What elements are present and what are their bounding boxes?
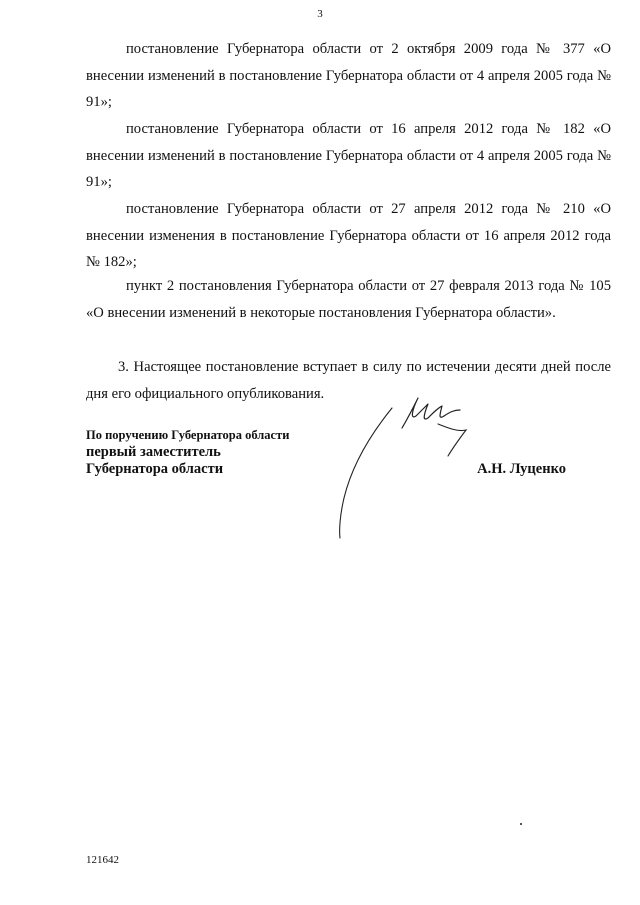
signer-name: А.Н. Луценко xyxy=(477,461,566,477)
page-number: 3 xyxy=(317,8,323,20)
list-item-paragraph-1: постановление Губернатора области от 2 октября 2009 года № 377 «О внесении изменений в постановление Губернатора области от 4 апреля 2005 года № 91»; xyxy=(86,41,611,110)
signer-position-line1: первый заместитель xyxy=(86,444,221,460)
signer-position-line2: Губернатора области xyxy=(86,461,224,477)
scan-speck xyxy=(520,823,522,825)
list-item-paragraph-4: пункт 2 постановления Губернатора области от 27 февраля 2013 года № 105 «О внесении изменений в некоторые постановления Губернатора области». xyxy=(86,278,611,321)
list-item-paragraph-2: постановление Губернатора области от 16 апреля 2012 года № 182 «О внесении изменений в постановление Губернатора области от 4 апреля 2005 года № 91»; xyxy=(86,121,611,190)
effective-date-paragraph: 3. Настоящее постановление вступает в силу по истечении десяти дней после дня его официального опубликования. xyxy=(86,359,611,402)
signature-authority-line: По поручению Губернатора области xyxy=(86,428,290,442)
document-code: 121642 xyxy=(86,854,119,866)
list-item-paragraph-3: постановление Губернатора области от 27 апреля 2012 года № 210 «О внесении изменения в постановление Губернатора области от 16 апреля 2012 года № 182»; xyxy=(86,201,611,270)
